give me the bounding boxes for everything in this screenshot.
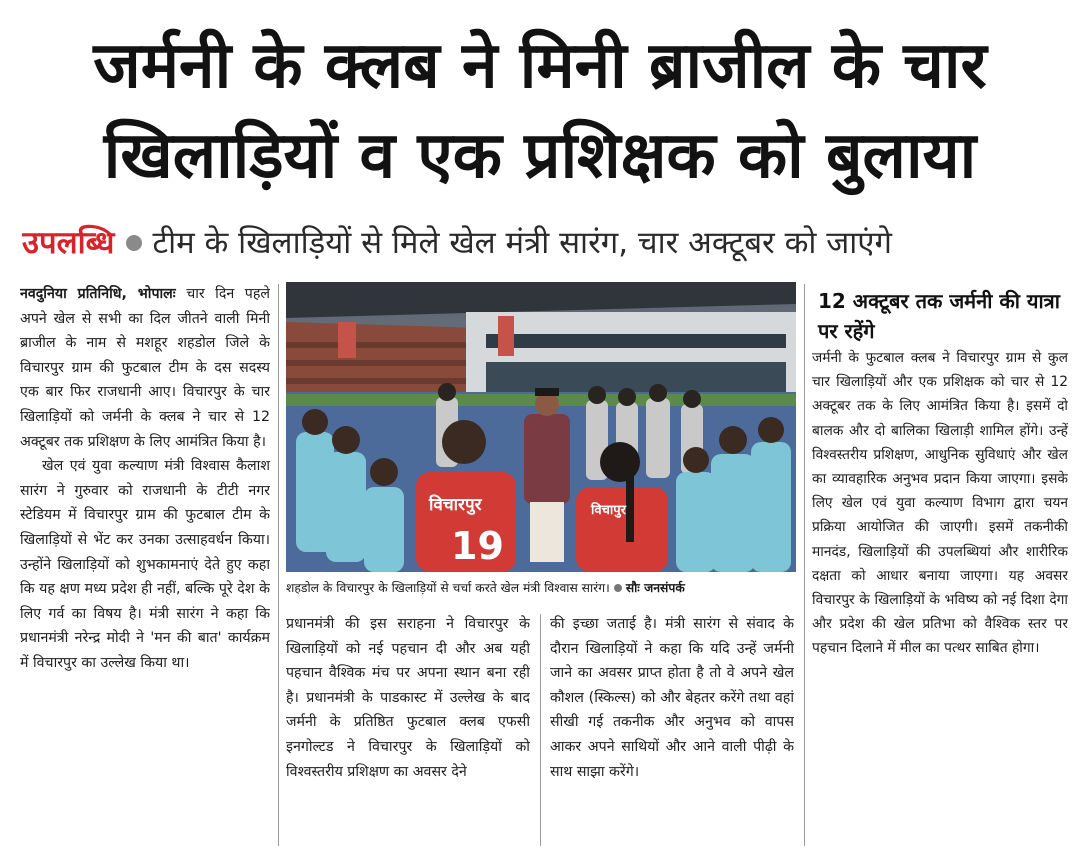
caption-text: शहडोल के विचारपुर के खिलाड़ियों से चर्चा करते खेल मंत्री विश्वास सारंग। <box>286 581 610 595</box>
jersey-name: विचारपुर <box>429 495 482 515</box>
sidebar-body-text: जर्मनी के फुटबाल क्लब ने विचारपुर ग्राम से कुल चार खिलाड़ियों और एक प्रशिक्षक को चार से 12 अक्टूबर तक के लिए आमंत्रित किया है। इसमें दो बालक और दो बालिका खिलाड़ी शामिल होंगे। उन्हें विश्वस्तरीय प्रशिक्षण, आधुनिक सुविधाएं और खेल का व्यावहारिक अनुभव प्रदान किया जाएगा। इसके लिए खेल एवं युवा कल्याण विभाग द्वारा चयन प्रक्रिया आयोजित की जाएगी। इसमें तकनीकी मानदंड, खिलाड़ियों की उपलब्धियां और शारीरिक दक्षता को आधार बनाया जाएगा। यह अवसर विचारपुर के खिलाड़ियों के भविष्य को नई दिशा देगा और प्रदेश की खेल प्रतिभा को वैश्विक स्तर पर पहचान दिलाने में मील का पत्थर साबित होगा। <box>812 350 1068 657</box>
bullet-dot-icon <box>126 235 142 251</box>
credit-dot-icon <box>614 584 622 592</box>
subheadline <box>22 222 1070 264</box>
jersey-name-2: विचापुर <box>591 503 626 518</box>
subheadline-text: टीम के खिलाड़ियों से मिले खेल मंत्री सारंग, चार अक्टूबर को जाएंगे <box>152 225 892 261</box>
headline-line-1: जर्मनी के क्लब ने मिनी ब्राजील के चार <box>93 29 987 103</box>
sidebar-body <box>812 346 1068 846</box>
column-divider <box>804 284 805 846</box>
byline: नवदुनिया प्रतिनिधि, भोपालः <box>20 286 176 302</box>
category-tag: उपलब्धि <box>22 225 115 261</box>
article-column-3 <box>550 612 794 848</box>
sidebar-title: 12 अक्टूबर तक जर्मनी की यात्रा पर रहेंगे <box>818 289 1060 343</box>
article-column-1 <box>20 282 270 848</box>
column-divider <box>278 284 279 846</box>
article-column-2 <box>286 612 530 848</box>
article-column-3-text: की इच्छा जताई है। मंत्री सारंग से संवाद के दौरान खिलाड़ियों ने कहा कि यदि उन्हें जर्मनी जाने का अवसर प्राप्त होता है तो वे अपने खेल कौशल (स्किल्स) को और बेहतर करेंगे तथा वहां सीखी गई तकनीक और अनुभव को वापस आकर अपने साथियों और आने वाली पीढ़ी के साथ साझा करेंगे। <box>550 616 794 780</box>
column-divider <box>540 614 541 846</box>
jersey-number: 19 <box>451 524 504 568</box>
news-photo <box>286 282 796 572</box>
article-paragraph-1: चार दिन पहले अपने खेल से सभी का दिल जीतने वाली मिनी ब्राजील के नाम से मशहूर शहडोल जिले के विचारपुर ग्राम की फुटबाल टीम के दस सदस्य एक बार फिर राजधानी आए। विचारपुर के चार खिलाड़ियों को जर्मनी के क्लब ने चार से 12 अक्टूबर तक प्रशिक्षण के लिए आमंत्रित किया है। <box>20 286 270 450</box>
article-paragraph-2: खेल एवं युवा कल्याण मंत्री विश्वास कैलाश सारंग ने गुरुवार को राजधानी के टीटी नगर स्टेडियम में विचारपुर ग्राम की फुटबाल टीम के खिलाड़ियों से भेंट कर उनका उत्साहवर्धन किया। उन्होंने खिलाड़ियों को शुभकामनाएं देते हुए कहा कि यह क्षण मध्य प्रदेश ही नहीं, बल्कि पूरे देश के लिए गर्व का विषय है। मंत्री सारंग ने कहा कि प्रधानमंत्री नरेन्द्र मोदी ने 'मन की बात' कार्यक्रम में विचारपुर का उल्लेख किया था। <box>20 458 270 671</box>
article-column-2-text: प्रधानमंत्री की इस सराहना ने विचारपुर के खिलाड़ियों को नई पहचान दी और अब यही पहचान वैश्विक मंच पर अपना स्थान बना रही है। प्रधानमंत्री के पाडकास्ट में उल्लेख के बाद जर्मनी के प्रतिष्ठित फुटबाल क्लब एफसी इनगोल्टड ने विचारपुर के खिलाड़ियों को विश्वस्तरीय प्रशिक्षण का अवसर देने <box>286 616 530 780</box>
headline-line-2: खिलाड़ियों व एक प्रशिक्षक को बुलाया <box>103 119 977 193</box>
stadium-scene-image <box>286 282 796 572</box>
photo-credit: सौः जनसंपर्क <box>625 581 685 595</box>
photo-caption <box>286 576 798 600</box>
